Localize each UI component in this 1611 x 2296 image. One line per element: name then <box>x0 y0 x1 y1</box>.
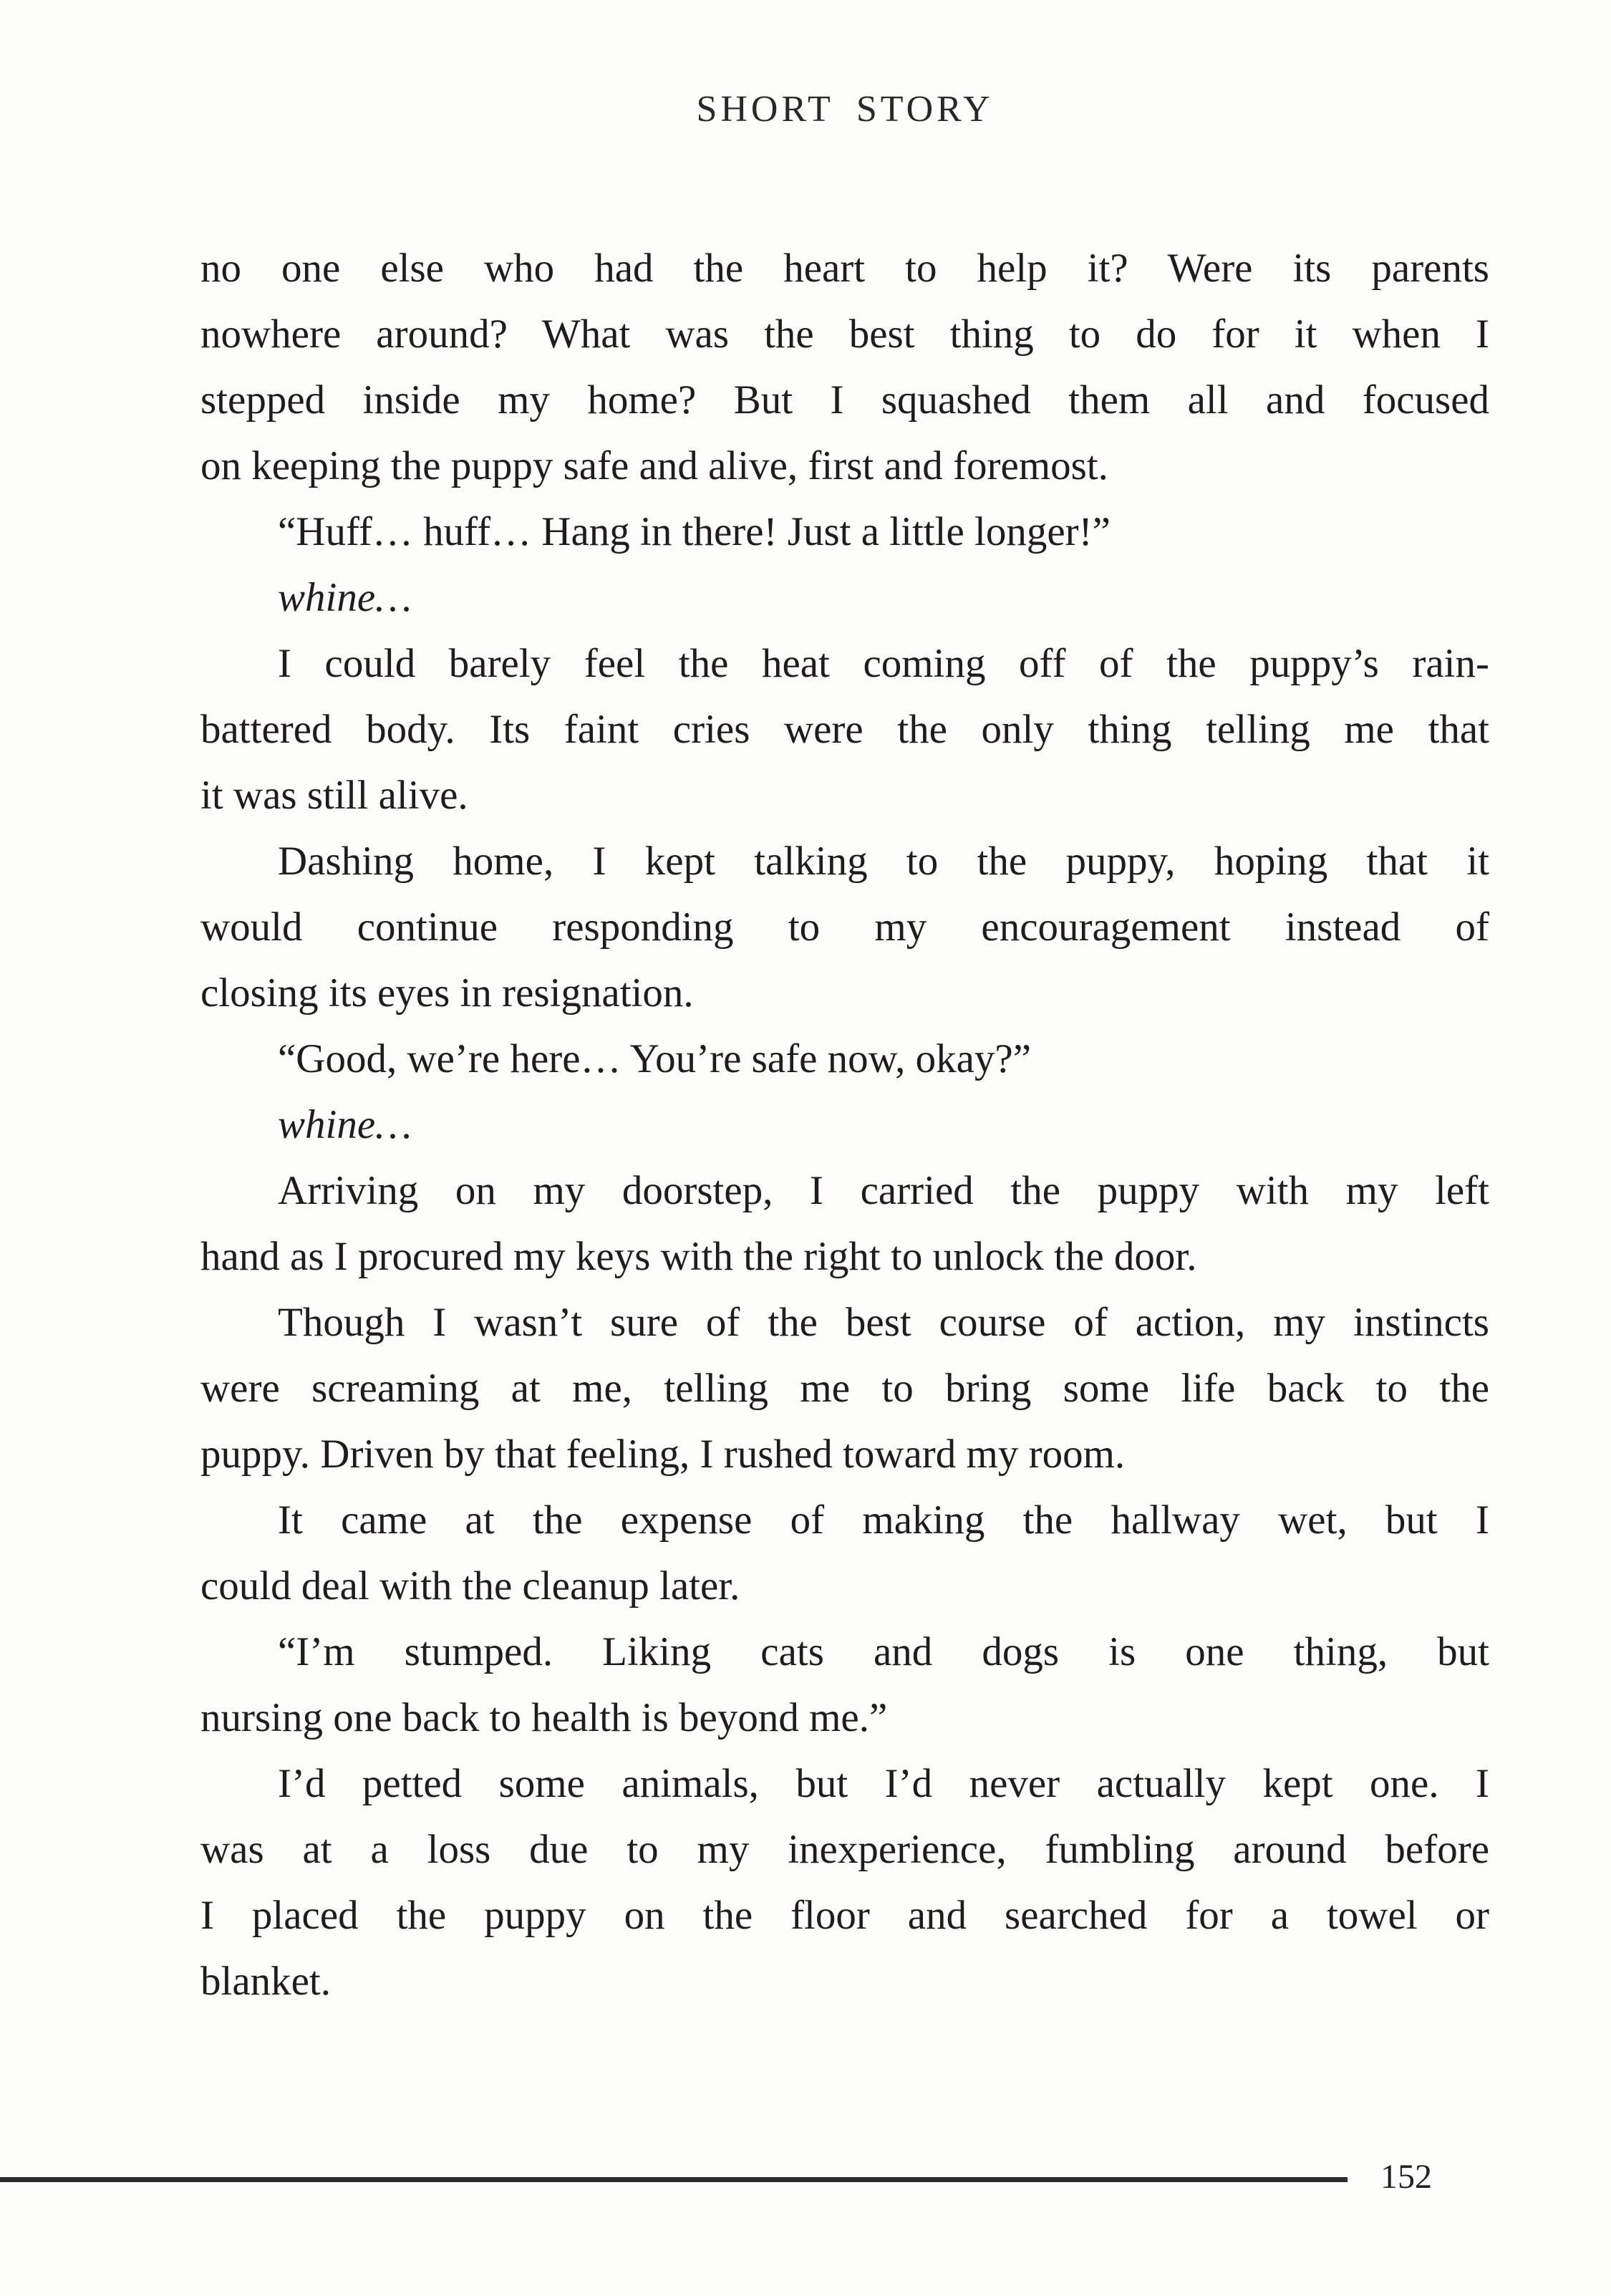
story-line: closing its eyes in resignation. <box>200 970 694 1016</box>
running-head: SHORT STORY <box>696 89 994 130</box>
story-line: nowhere around? What was the best thing to do for it when I <box>200 312 1489 357</box>
story-line: could deal with the cleanup later. <box>200 1563 740 1608</box>
story-line: would continue responding to my encouragement instead of <box>200 905 1489 950</box>
story-line: whine… <box>278 1102 412 1147</box>
story-line: no one else who had the heart to help it? Were its parents <box>200 246 1489 291</box>
story-line: nursing one back to health is beyond me.” <box>200 1695 888 1740</box>
story-text <box>200 236 1489 2015</box>
story-line: blanket. <box>200 1959 332 2004</box>
story-line: I’d petted some animals, but I’d never actually kept one. I <box>278 1761 1489 1806</box>
story-line: “I’m stumped. Liking cats and dogs is one thing, but <box>278 1629 1489 1674</box>
story-line: were screaming at me, telling me to bring some life back to the <box>200 1366 1489 1411</box>
story-line: puppy. Driven by that feeling, I rushed toward my room. <box>200 1432 1126 1477</box>
story-line: “Good, we’re here… You’re safe now, okay?” <box>278 1036 1031 1081</box>
story-line: battered body. Its faint cries were the only thing telling me that <box>200 707 1489 752</box>
story-line: was at a loss due to my inexperience, fumbling around before <box>200 1827 1489 1872</box>
story-line: on keeping the puppy safe and alive, first and foremost. <box>200 443 1108 488</box>
page-number: 152 <box>1380 2158 1432 2196</box>
footer-rule <box>0 2177 1348 2182</box>
story-line: Dashing home, I kept talking to the puppy, hoping that it <box>278 839 1489 884</box>
story-line: Arriving on my doorstep, I carried the puppy with my left <box>278 1168 1489 1213</box>
story-line: “Huff… huff… Hang in there! Just a little longer!” <box>278 509 1111 554</box>
story-line: I could barely feel the heat coming off of the puppy’s rain- <box>278 641 1489 686</box>
story-line: I placed the puppy on the floor and searched for a towel or <box>200 1893 1489 1938</box>
story-line: it was still alive. <box>200 773 468 818</box>
story-line: hand as I procured my keys with the right to unlock the door. <box>200 1234 1197 1279</box>
story-line: whine… <box>278 575 412 620</box>
story-line: stepped inside my home? But I squashed them all and focused <box>200 377 1489 423</box>
story-line: It came at the expense of making the hallway wet, but I <box>278 1497 1489 1543</box>
story-line: Though I wasn’t sure of the best course of action, my instincts <box>278 1300 1489 1345</box>
